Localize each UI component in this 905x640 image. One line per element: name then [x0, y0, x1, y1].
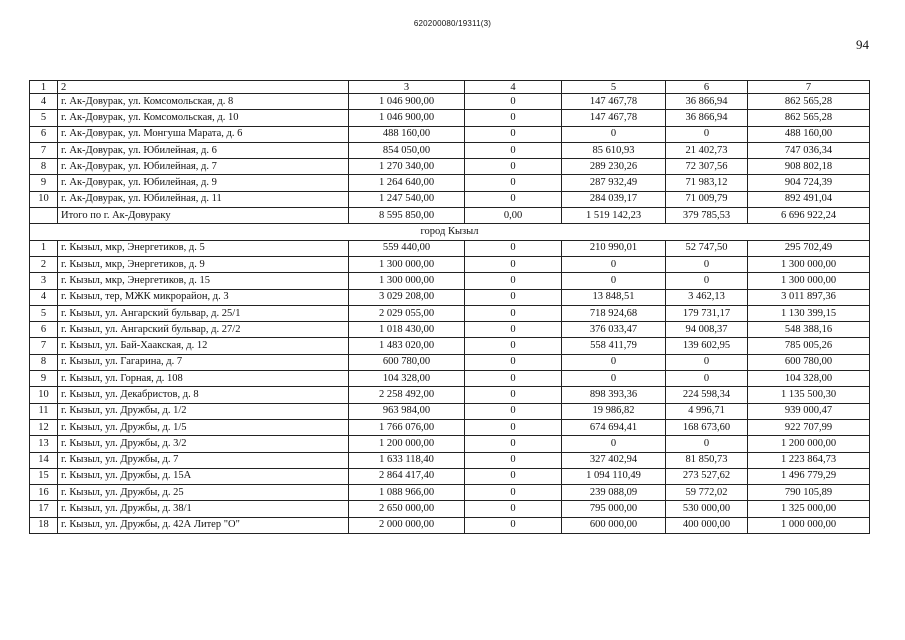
- table-cell: 6: [30, 322, 58, 338]
- table-cell: 1 247 540,00: [349, 191, 465, 207]
- table-cell: 0: [562, 273, 666, 289]
- table-cell: 224 598,34: [666, 387, 748, 403]
- table-cell: 12: [30, 419, 58, 435]
- table-row: [30, 142, 870, 158]
- table-row: [30, 289, 870, 305]
- table-cell: г. Кызыл, мкр, Энергетиков, д. 15: [58, 273, 349, 289]
- table-cell: г. Кызыл, тер, МЖК микрорайон, д. 3: [58, 289, 349, 305]
- table-cell: 6: [30, 126, 58, 142]
- table-cell: 6 696 922,24: [748, 208, 870, 224]
- table-cell: 0: [465, 322, 562, 338]
- table-row: [30, 338, 870, 354]
- table-cell: 1 270 340,00: [349, 159, 465, 175]
- table-cell: г. Кызыл, ул. Ангарский бульвар, д. 27/2: [58, 322, 349, 338]
- table-cell: 376 033,47: [562, 322, 666, 338]
- table-cell: г. Кызыл, ул. Дружбы, д. 3/2: [58, 436, 349, 452]
- table-cell: 7: [30, 338, 58, 354]
- table-row: [30, 468, 870, 484]
- table-cell: 139 602,95: [666, 338, 748, 354]
- table-cell: 5: [30, 110, 58, 126]
- table-cell: 0: [562, 436, 666, 452]
- table-row: [30, 159, 870, 175]
- table-cell: 4: [465, 81, 562, 94]
- table-cell: г. Кызыл, ул. Дружбы, д. 7: [58, 452, 349, 468]
- table-row: [30, 387, 870, 403]
- table-cell: 327 402,94: [562, 452, 666, 468]
- table-cell: 239 088,09: [562, 485, 666, 501]
- table-cell: г. Ак-Довурак, ул. Юбилейная, д. 11: [58, 191, 349, 207]
- table-cell: 1 223 864,73: [748, 452, 870, 468]
- table-cell: 16: [30, 485, 58, 501]
- table-cell: 904 724,39: [748, 175, 870, 191]
- table-cell: 0: [666, 371, 748, 387]
- table-cell: 963 984,00: [349, 403, 465, 419]
- table-row: [30, 403, 870, 419]
- table-cell: 2: [30, 256, 58, 272]
- table-cell: 790 105,89: [748, 485, 870, 501]
- table-cell: 287 932,49: [562, 175, 666, 191]
- table-cell: 400 000,00: [666, 517, 748, 533]
- table-cell: 1 300 000,00: [748, 273, 870, 289]
- table-cell: 1: [30, 240, 58, 256]
- table-cell: 1 300 000,00: [349, 256, 465, 272]
- table-row: [30, 256, 870, 272]
- table-cell: 785 005,26: [748, 338, 870, 354]
- table-cell: 1 483 020,00: [349, 338, 465, 354]
- table-cell: 1 046 900,00: [349, 94, 465, 110]
- table-cell: 1 519 142,23: [562, 208, 666, 224]
- table-cell: 488 160,00: [748, 126, 870, 142]
- table-cell: 1 046 900,00: [349, 110, 465, 126]
- header-row: [30, 81, 870, 94]
- table-cell: 600 780,00: [349, 354, 465, 370]
- table-cell: г. Кызыл, ул. Дружбы, д. 25: [58, 485, 349, 501]
- table-cell: 85 610,93: [562, 142, 666, 158]
- table-cell: 0: [465, 305, 562, 321]
- table-cell: 0: [465, 517, 562, 533]
- table-row: [30, 126, 870, 142]
- table-cell: 0: [562, 371, 666, 387]
- page-number: 94: [856, 37, 869, 52]
- table-cell: 5: [30, 305, 58, 321]
- table-cell: 2 029 055,00: [349, 305, 465, 321]
- table-cell: 0: [465, 126, 562, 142]
- table-cell: 71 983,12: [666, 175, 748, 191]
- table-cell: 1 325 000,00: [748, 501, 870, 517]
- table-cell: 2 000 000,00: [349, 517, 465, 533]
- table-cell: 0: [465, 468, 562, 484]
- table-cell: г. Кызыл, ул. Гагарина, д. 7: [58, 354, 349, 370]
- table-cell: 7: [748, 81, 870, 94]
- table-cell: 379 785,53: [666, 208, 748, 224]
- table-cell: 0: [465, 403, 562, 419]
- table-cell: 0: [666, 354, 748, 370]
- table-cell: 8: [30, 354, 58, 370]
- table-cell: 0: [465, 159, 562, 175]
- table-cell: 1 264 640,00: [349, 175, 465, 191]
- table-cell: 0: [465, 142, 562, 158]
- table-cell: 295 702,49: [748, 240, 870, 256]
- table-cell: 289 230,26: [562, 159, 666, 175]
- section-title: город Кызыл: [30, 224, 870, 240]
- table-cell: г. Кызыл, ул. Бай-Хаакская, д. 12: [58, 338, 349, 354]
- table-cell: 15: [30, 468, 58, 484]
- table-cell: 3 011 897,36: [748, 289, 870, 305]
- table-cell: г. Кызыл, мкр, Энергетиков, д. 9: [58, 256, 349, 272]
- table-cell: 4: [30, 94, 58, 110]
- table-cell: г. Кызыл, ул. Дружбы, д. 15А: [58, 468, 349, 484]
- table-cell: 94 008,37: [666, 322, 748, 338]
- table-row: [30, 419, 870, 435]
- table-cell: 273 527,62: [666, 468, 748, 484]
- table-row: [30, 517, 870, 533]
- table-cell: 862 565,28: [748, 94, 870, 110]
- table-cell: 0: [465, 371, 562, 387]
- table-row: [30, 371, 870, 387]
- section-row: [30, 224, 870, 240]
- table-cell: 19 986,82: [562, 403, 666, 419]
- table-cell: 747 036,34: [748, 142, 870, 158]
- table-cell: 0: [465, 175, 562, 191]
- table-cell: г. Кызыл, ул. Дружбы, д. 1/5: [58, 419, 349, 435]
- table-cell: 0: [465, 485, 562, 501]
- table-cell: 0: [465, 354, 562, 370]
- table-cell: 1 496 779,29: [748, 468, 870, 484]
- table-row: [30, 191, 870, 207]
- table-body: [30, 81, 870, 534]
- table-cell: 0: [666, 273, 748, 289]
- table-cell: 908 802,18: [748, 159, 870, 175]
- table-cell: 600 000,00: [562, 517, 666, 533]
- table-cell: 2 258 492,00: [349, 387, 465, 403]
- table-cell: г. Ак-Довурак, ул. Юбилейная, д. 7: [58, 159, 349, 175]
- table-cell: 488 160,00: [349, 126, 465, 142]
- table-cell: 922 707,99: [748, 419, 870, 435]
- table-cell: 854 050,00: [349, 142, 465, 158]
- table-cell: 0: [465, 94, 562, 110]
- table-cell: 11: [30, 403, 58, 419]
- table-cell: 4 996,71: [666, 403, 748, 419]
- table-cell: 862 565,28: [748, 110, 870, 126]
- table-cell: 1 130 399,15: [748, 305, 870, 321]
- table-cell: 210 990,01: [562, 240, 666, 256]
- table-cell: Итого по г. Ак-Довураку: [58, 208, 349, 224]
- table-cell: г. Кызыл, ул. Дружбы, д. 1/2: [58, 403, 349, 419]
- table-cell: 1 135 500,30: [748, 387, 870, 403]
- table-cell: г. Ак-Довурак, ул. Комсомольская, д. 8: [58, 94, 349, 110]
- table-cell: 0: [465, 256, 562, 272]
- table-cell: 0: [562, 354, 666, 370]
- table-cell: 0: [666, 256, 748, 272]
- table-cell: 5: [562, 81, 666, 94]
- table-cell: 0: [465, 240, 562, 256]
- table-cell: 6: [666, 81, 748, 94]
- table-cell: 0: [465, 273, 562, 289]
- table-cell: г. Ак-Довурак, ул. Юбилейная, д. 6: [58, 142, 349, 158]
- table-cell: 1 000 000,00: [748, 517, 870, 533]
- table-cell: 558 411,79: [562, 338, 666, 354]
- table-cell: г. Кызыл, ул. Дружбы, д. 42А Литер "О": [58, 517, 349, 533]
- table-row: [30, 175, 870, 191]
- table-cell: 939 000,47: [748, 403, 870, 419]
- table-cell: 13: [30, 436, 58, 452]
- table-row: [30, 110, 870, 126]
- table-cell: 0: [465, 501, 562, 517]
- table-cell: 1: [30, 81, 58, 94]
- table-cell: 1 200 000,00: [748, 436, 870, 452]
- table-cell: 3 029 208,00: [349, 289, 465, 305]
- table-cell: 104 328,00: [748, 371, 870, 387]
- table-cell: 36 866,94: [666, 94, 748, 110]
- table-cell: 179 731,17: [666, 305, 748, 321]
- table-cell: 36 866,94: [666, 110, 748, 126]
- table-row: [30, 501, 870, 517]
- table-cell: 1 088 966,00: [349, 485, 465, 501]
- table-row: [30, 452, 870, 468]
- table-cell: 284 039,17: [562, 191, 666, 207]
- table-cell: 0: [666, 436, 748, 452]
- table-cell: 4: [30, 289, 58, 305]
- table-row: [30, 305, 870, 321]
- table-cell: 0: [465, 110, 562, 126]
- table-row: [30, 240, 870, 256]
- table-cell: 1 018 430,00: [349, 322, 465, 338]
- table-cell: 0: [562, 126, 666, 142]
- table-cell: 0: [465, 419, 562, 435]
- table-cell: 10: [30, 387, 58, 403]
- table-cell: 795 000,00: [562, 501, 666, 517]
- table-cell: [30, 208, 58, 224]
- table-cell: 18: [30, 517, 58, 533]
- table-cell: 10: [30, 191, 58, 207]
- table-cell: 59 772,02: [666, 485, 748, 501]
- table-cell: 3 462,13: [666, 289, 748, 305]
- table-cell: 1 300 000,00: [748, 256, 870, 272]
- table-cell: 1 300 000,00: [349, 273, 465, 289]
- table-cell: 71 009,79: [666, 191, 748, 207]
- table-cell: 2 650 000,00: [349, 501, 465, 517]
- table-cell: 168 673,60: [666, 419, 748, 435]
- table-cell: 0: [465, 387, 562, 403]
- table-cell: 9: [30, 371, 58, 387]
- table-cell: г. Кызыл, ул. Дружбы, д. 38/1: [58, 501, 349, 517]
- table-cell: 530 000,00: [666, 501, 748, 517]
- table-cell: 1 633 118,40: [349, 452, 465, 468]
- table-row: [30, 94, 870, 110]
- table-cell: 1 766 076,00: [349, 419, 465, 435]
- document-id: 620200080/19311(3): [413, 19, 492, 28]
- table-row: [30, 485, 870, 501]
- table-cell: 3: [349, 81, 465, 94]
- total-row: [30, 208, 870, 224]
- table-cell: 81 850,73: [666, 452, 748, 468]
- table-cell: 8 595 850,00: [349, 208, 465, 224]
- table-cell: 892 491,04: [748, 191, 870, 207]
- table-cell: 548 388,16: [748, 322, 870, 338]
- table-cell: г. Ак-Довурак, ул. Монгуша Марата, д. 6: [58, 126, 349, 142]
- table-cell: 0: [562, 256, 666, 272]
- table-cell: г. Ак-Довурак, ул. Юбилейная, д. 9: [58, 175, 349, 191]
- table-cell: 147 467,78: [562, 110, 666, 126]
- data-table: [29, 80, 870, 534]
- table-cell: 72 307,56: [666, 159, 748, 175]
- table-cell: 17: [30, 501, 58, 517]
- table-cell: 0: [465, 338, 562, 354]
- table-cell: 600 780,00: [748, 354, 870, 370]
- table-cell: 559 440,00: [349, 240, 465, 256]
- table-cell: 0: [666, 126, 748, 142]
- table-row: [30, 273, 870, 289]
- table-cell: 8: [30, 159, 58, 175]
- table-row: [30, 354, 870, 370]
- table-cell: 9: [30, 175, 58, 191]
- table-cell: 674 694,41: [562, 419, 666, 435]
- table-cell: 21 402,73: [666, 142, 748, 158]
- table-row: [30, 322, 870, 338]
- table-cell: 1 200 000,00: [349, 436, 465, 452]
- table-cell: 0: [465, 452, 562, 468]
- table-cell: 0: [465, 191, 562, 207]
- table-cell: 1 094 110,49: [562, 468, 666, 484]
- table-cell: 0: [465, 436, 562, 452]
- table-cell: 718 924,68: [562, 305, 666, 321]
- table-cell: г. Кызыл, ул. Горная, д. 108: [58, 371, 349, 387]
- table-row: [30, 436, 870, 452]
- table-cell: г. Кызыл, ул. Декабристов, д. 8: [58, 387, 349, 403]
- table-cell: г. Ак-Довурак, ул. Комсомольская, д. 10: [58, 110, 349, 126]
- table-cell: 7: [30, 142, 58, 158]
- table-cell: 2: [58, 81, 349, 94]
- table-cell: 0,00: [465, 208, 562, 224]
- table-cell: 898 393,36: [562, 387, 666, 403]
- table-cell: г. Кызыл, мкр, Энергетиков, д. 5: [58, 240, 349, 256]
- table-cell: 0: [465, 289, 562, 305]
- table-cell: г. Кызыл, ул. Ангарский бульвар, д. 25/1: [58, 305, 349, 321]
- table-cell: 3: [30, 273, 58, 289]
- table-cell: 147 467,78: [562, 94, 666, 110]
- table-cell: 13 848,51: [562, 289, 666, 305]
- table-cell: 104 328,00: [349, 371, 465, 387]
- table-cell: 52 747,50: [666, 240, 748, 256]
- table-cell: 14: [30, 452, 58, 468]
- table-cell: 2 864 417,40: [349, 468, 465, 484]
